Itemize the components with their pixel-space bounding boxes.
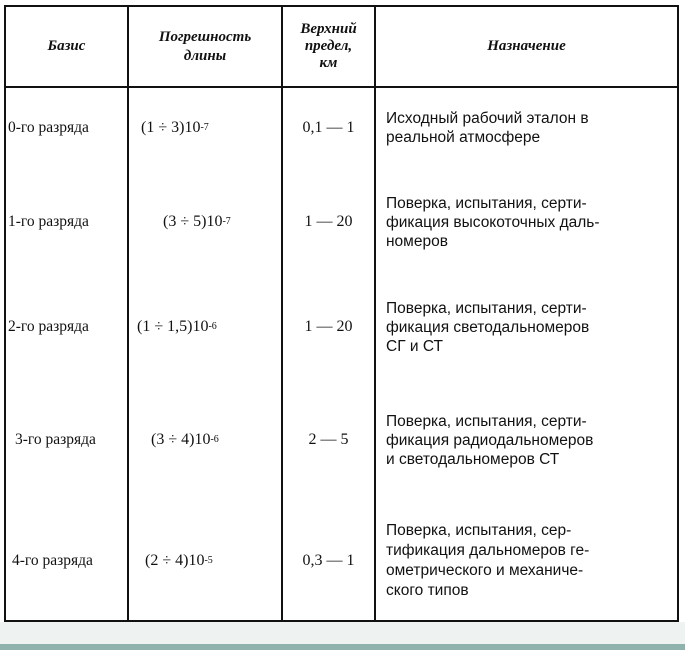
- row-1-purpose: Поверка, испытания, серти- фикация высокоточных даль- номеров: [386, 194, 600, 250]
- row-3-error: (3 ÷ 4)10 -6: [151, 431, 219, 448]
- row-2-limit: 1 — 20: [304, 318, 353, 335]
- row-3-basis: 3-го разряда: [15, 431, 96, 448]
- row-0-purpose: Исходный рабочий эталон в реальной атмосфере: [386, 110, 589, 146]
- row-3-limit: 2 — 5: [308, 431, 349, 448]
- row-0-basis: 0-го разряда: [8, 119, 89, 136]
- footer-watermark-band: [0, 622, 685, 650]
- row-2-basis: 2-го разряда: [8, 318, 89, 335]
- row-4-error: (2 ÷ 4)10 -5: [145, 552, 213, 569]
- header-divider: [6, 86, 677, 88]
- row-4-basis: 4-го разряда: [12, 552, 93, 569]
- header-purpose: Назначение: [487, 38, 566, 54]
- row-1-basis: 1-го разряда: [8, 213, 89, 230]
- footer-rule: [0, 644, 685, 650]
- accuracy-table: [4, 5, 679, 622]
- header-error: Погрешность длины: [158, 28, 252, 64]
- row-3-purpose: Поверка, испытания, серти- фикация радиодальномеров и светодальномеров СТ: [386, 412, 594, 468]
- row-0-error: (1 ÷ 3)10 -7: [141, 119, 209, 136]
- header-basis: Базис: [47, 38, 86, 54]
- row-0-limit: 0,1 — 1: [302, 119, 355, 136]
- row-1-limit: 1 — 20: [304, 213, 353, 230]
- header-limit: Верхний предел, км: [300, 21, 357, 71]
- row-2-error: (1 ÷ 1,5)10 -6: [137, 318, 217, 335]
- row-2-purpose: Поверка, испытания, серти- фикация светодальномеров СГ и СТ: [386, 299, 590, 355]
- row-4-purpose: Поверка, испытания, сер- тификация дальномеров ге- ометрического и механиче- ского типов: [386, 522, 590, 599]
- row-4-limit: 0,3 — 1: [302, 552, 355, 569]
- row-1-error: (3 ÷ 5)10 -7: [163, 213, 231, 230]
